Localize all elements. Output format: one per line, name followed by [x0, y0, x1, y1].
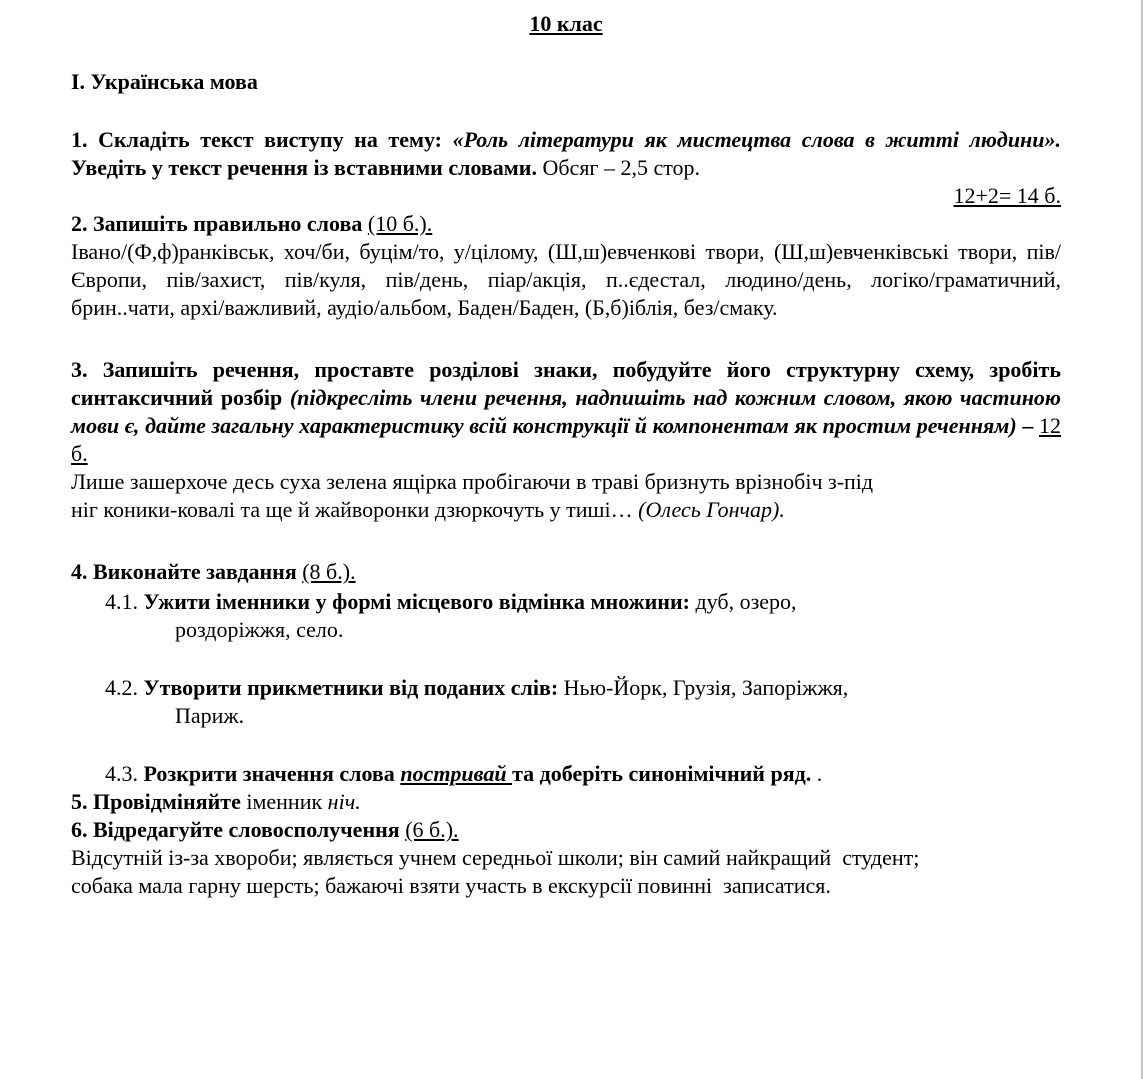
page-edge-line	[1141, 0, 1143, 1079]
task-1-instruction: Уведіть у текст речення із вставними словами.	[71, 155, 537, 180]
task-6-points: (6 б.).	[405, 817, 459, 842]
task-1-number: 1. Складіть текст виступу на тему:	[71, 127, 453, 152]
task-4-3	[71, 760, 1061, 788]
page-title: 10 клас	[529, 11, 603, 36]
task-4-1-words-cont: роздоріжжя, село.	[175, 617, 344, 642]
task-5-heading: 5. Провідміняйте	[71, 789, 241, 814]
task-2-words: Івано/(Ф,ф)ранківськ, хоч/би, буцім/то, у/цілому, (Ш,ш)евченкові твори, (Ш,ш)евченківські твори, пів/Європи, пів/захист, пів/куля, пів/день, піар/акція, п..єдестал, людино/день, логіко/граматичний, брин..чати, архі/важливий, аудіо/альбом, Баден/Баден, (Б,б)іблія, без/смаку.	[71, 239, 1061, 320]
task-5-word: ніч.	[327, 789, 361, 814]
task-4-points: (8 б.).	[302, 559, 356, 584]
task-1-points: 12+2= 14 б.	[953, 183, 1061, 208]
task-4-1-words: дуб, озеро,	[689, 589, 797, 614]
task-4-3-text: Розкрити значення слова	[143, 761, 401, 786]
task-4-1	[71, 588, 1061, 644]
task-1	[71, 126, 1061, 210]
task-6-heading: 6. Відредагуйте словосполучення	[71, 817, 400, 842]
task-6-line-1: Відсутній із-за хвороби; являється учнем середньої школи; він самий найкращий студент;	[71, 845, 920, 870]
task-2-heading: 2. Запишіть правильно слова	[71, 211, 363, 236]
task-5-text: іменник	[240, 789, 328, 814]
task-4-2-number: 4.2.	[105, 675, 144, 700]
task-2	[71, 210, 1061, 322]
task-3	[71, 356, 1061, 524]
task-2-points: (10 б.).	[367, 211, 433, 236]
task-4-3-word: постривай	[400, 761, 513, 786]
task-3-sentence-line-1: Лише зашерхоче десь суха зелена ящірка пробігаючи в траві бризнуть врізнобіч з-під	[71, 469, 874, 494]
section-heading: І. Українська мова	[71, 69, 258, 94]
task-3-sentence-line-2: ніг коники-ковалі та ще й жайворонки дзюркочуть у тиші…	[71, 497, 639, 522]
task-4-3-number: 4.3.	[105, 761, 144, 786]
task-4-1-text: Ужити іменники у формі місцевого відмінка множини:	[143, 589, 690, 614]
task-4-2	[71, 674, 1061, 730]
task-5	[71, 788, 1061, 816]
task-4-2-words: Нью-Йорк, Грузія, Запоріжжя,	[558, 675, 849, 700]
task-6-line-2: собака мала гарну шерсть; бажаючі взяти участь в екскурсії повинні записатися.	[71, 873, 831, 898]
task-3-author: (Олесь Гончар).	[638, 497, 785, 522]
task-1-volume: Обсяг – 2,5 стор.	[536, 155, 701, 180]
task-4-1-number: 4.1.	[105, 589, 144, 614]
task-4-2-words-cont: Париж.	[175, 703, 245, 728]
task-3-points: 12 б.	[71, 413, 1061, 466]
task-4	[71, 558, 1061, 788]
document-page	[71, 0, 1061, 900]
task-4-2-text: Утворити прикметники від поданих слів:	[143, 675, 559, 700]
task-3-heading: 3. Запишіть речення, проставте розділові знаки, побудуйте його структурну схему, зробіть синтаксичний розбір	[71, 357, 1061, 410]
task-6	[71, 816, 1061, 900]
task-3-dash: –	[1016, 413, 1039, 438]
task-4-3-tail: .	[811, 761, 823, 786]
task-4-3-text-2: та доберіть синонімічний ряд.	[512, 761, 812, 786]
task-4-heading: 4. Виконайте завдання	[71, 559, 297, 584]
task-3-hint: (підкресліть члени речення, надпишіть над кожним словом, якою частиною мови є, дайте загальну характеристику всій конструкції й компонентам як простим реченням)	[71, 385, 1061, 438]
task-1-topic: «Роль літератури як мистецтва слова в житті людини».	[452, 127, 1062, 152]
